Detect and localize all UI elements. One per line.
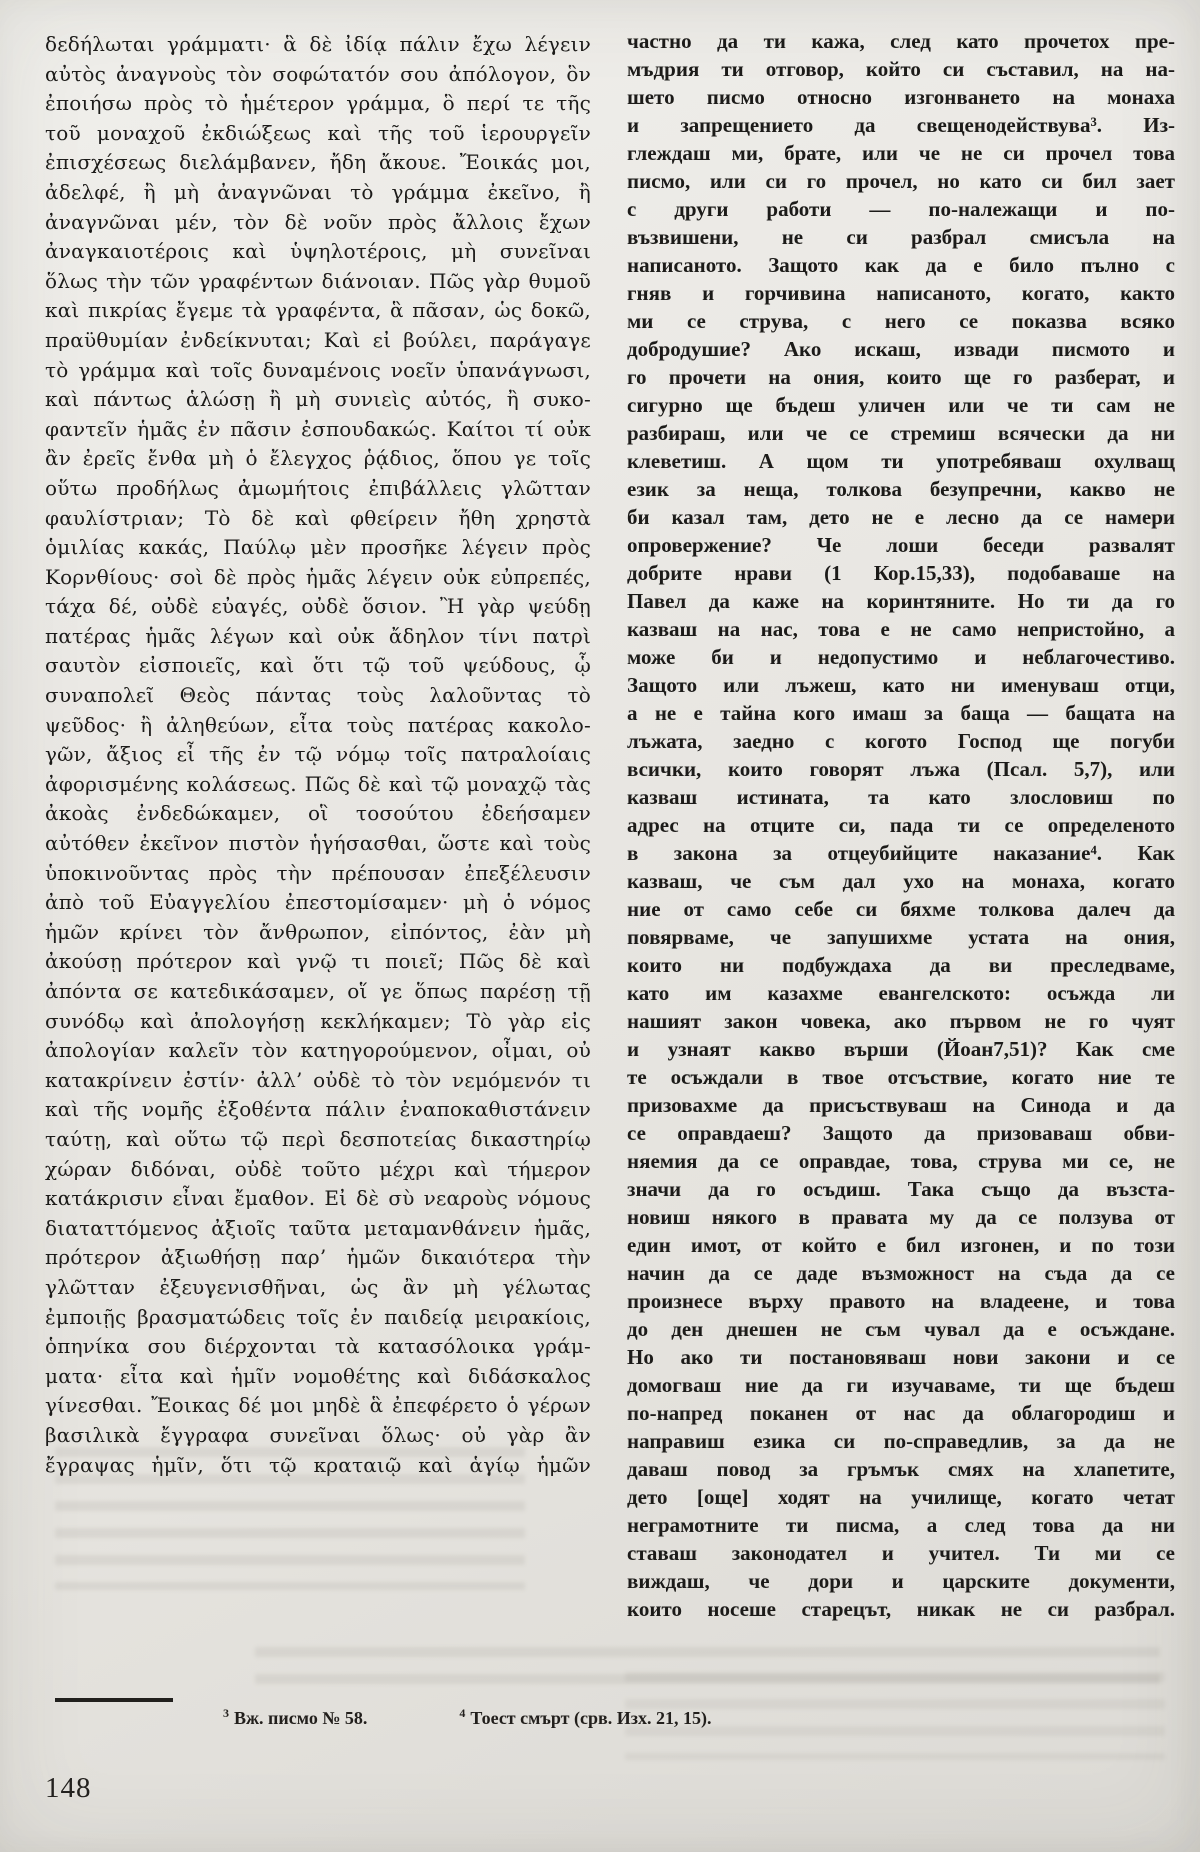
greek-text-line: ματα· εἶτα καὶ ἡμῖν νομοθέτης καὶ διδάσκαλος: [45, 1363, 591, 1388]
greek-text-line: ἀφορισμένης κολάσεως. Πῶς δὲ καὶ τῷ μοναχῷ τὰς: [45, 771, 591, 796]
greek-text-line: φαντεῖν ἡμᾶς ἐν πᾶσιν ἐσπουδακώς. Καίτοι τί οὐκ: [45, 416, 591, 441]
bulgarian-text-line: призовахме да присъствуваш на Синода и да: [627, 1093, 1175, 1117]
footnotes: [45, 1706, 1145, 1729]
bulgarian-text-column: [627, 27, 1175, 1623]
greek-text-line: ἀπόντα σε κατεδικάσαμεν, οἵ γε ὅπως παρέσῃ τῇ: [45, 979, 591, 1003]
greek-text-line: καὶ πικρίας ἔγεμε τὰ γραφέντα, ἃ πᾶσαν, ὡς δοκῶ,: [45, 298, 591, 323]
bulgarian-text-line: написаното. Защото как да е било пълно с: [627, 253, 1175, 277]
bulgarian-text-line: разбираш, или че се стремиш всячески да ни: [627, 421, 1175, 445]
bulgarian-text-line: направиш езика си по-справедлив, за да не: [627, 1429, 1175, 1453]
bulgarian-text-line: и запрещението да свещенодействува³. Из-: [627, 113, 1175, 137]
bulgarian-text-line: те осъждали в твое отсъствие, когато ние те: [627, 1065, 1175, 1089]
greek-text-line: ἂν ἐρεῖς ἔνθα μὴ ὁ ἔλεγχος ῥᾴδιος, ὅπου γε τοῖς: [45, 446, 591, 471]
greek-text-line: ὑποκινοῦντας πρὸς τὴν πρέπουσαν ἐπεξέλευσιν: [45, 860, 591, 885]
greek-text-line: οὕτω προδήλως ἀμωμήτοις ἐπιβάλλεις γλῶτταν: [45, 475, 591, 500]
greek-text-line: καὶ πάντως ἁλώσῃ ἢ μὴ συνιεὶς αὐτός, ἢ συκο-: [45, 387, 591, 412]
greek-text-line: ἐπισχέσεως διελάμβανεν, ἤδη ἄκουε. Ἔοικάς μοι,: [45, 150, 591, 175]
greek-text-line: καὶ τῆς νομῆς ἐξοθέντα πάλιν ἐναποκαθιστάνειν: [45, 1097, 591, 1122]
bulgarian-text-line: значи да го осъдиш. Така също да възста-: [627, 1177, 1175, 1201]
bulgarian-text-line: глеждаш ми, брате, или че не си прочел това: [627, 141, 1175, 165]
greek-text-line: πρότερον ἀξιωθήσῃ παρ’ ἡμῶν δικαιότερα τὴν: [45, 1245, 591, 1270]
bulgarian-text-line: всички, които говорят лъжа (Псал. 5,7), или: [627, 757, 1175, 781]
bulgarian-text-line: се оправдаеш? Защото да призоваваш обви-: [627, 1121, 1175, 1145]
greek-text-line: πατέρας ἡμᾶς λέγων καὶ οὐκ ἄδηλον τίνι πατρὶ: [45, 623, 591, 648]
bulgarian-text-line: даваш повод за гръмък смях на хлапетите,: [627, 1457, 1175, 1481]
greek-text-line: ψεῦδος· ἢ ἀληθεύων, εἶτα τοὺς πατέρας κακολο-: [45, 712, 591, 737]
bulgarian-text-line: възвишени, не си разбрал смисъла на: [627, 225, 1175, 249]
greek-text-line: τὸ γράμμα καὶ τοῖς δυναμένοις νοεῖν ὑπανάγνωσι,: [45, 357, 591, 382]
greek-text-line: ἀπολογίαν καλεῖν τὸν κατηγορούμενον, οἶμαι, οὐ: [45, 1038, 591, 1063]
greek-text-line: ἀκοὰς ἐνδεδώκαμεν, οἳ τοσούτου ἐδεήσαμεν: [45, 801, 591, 826]
bulgarian-text-line: които ни подбуждаха да ви преследваме,: [627, 953, 1175, 977]
bulgarian-text-line: неграмотните ти писма, а след това да ни: [627, 1513, 1175, 1537]
bulgarian-text-line: нашият закон човека, ако първом не го чуят: [627, 1009, 1175, 1033]
greek-text-line: ταύτῃ, καὶ οὕτω τῷ περὶ δεσποτείας δικαστηρίῳ: [45, 1126, 591, 1151]
greek-text-line: ἐποιήσω πρὸς τὸ ἡμέτερον γράμμα, ὃ περί τε τῆς: [45, 91, 591, 116]
greek-text-line: ἀπὸ τοῦ Εὐαγγελίου ἐπεστομίσαμεν· μὴ ὁ νόμος: [45, 890, 591, 915]
greek-text-line: χώραν διδόναι, οὐδὲ τοῦτο μέχρι καὶ τήμερον: [45, 1156, 591, 1181]
greek-text-line: γλῶτταν ἐξευγενισθῆναι, ὡς ἂν μὴ γέλωτας: [45, 1274, 591, 1299]
greek-text-line: γῶν, ἄξιος εἶ τῆς ἐν τῷ νόμῳ τοῖς πατραλοίαις: [45, 742, 591, 767]
greek-text-line: Κορνθίους· σοὶ δὲ πρὸς ἡμᾶς λέγειν οὐκ εὐπρεπές,: [45, 564, 591, 589]
greek-text-line: αὐτὸς ἀναγνοὺς τὸν σοφώτατόν σου ἀπόλογον, ὃν: [45, 61, 591, 86]
bulgarian-text-line: начин да се даде възможност на съда да се: [627, 1261, 1175, 1285]
footnote-text: Тоест смърт (срв. Изх. 21, 15).: [470, 1708, 712, 1728]
greek-text-line: ὅλως τὴν τῶν γραφέντων διάνοιαν. Πῶς γὰρ θυμοῦ: [45, 268, 591, 293]
bulgarian-text-line: в закона за отцеубийците наказание⁴. Как: [627, 841, 1175, 865]
bulgarian-text-line: казваш истината, та като злословиш по: [627, 785, 1175, 809]
bulgarian-text-line: клеветиш. А щом ти употребяваш охулващ: [627, 449, 1175, 473]
page-number: 148: [45, 1772, 92, 1804]
bulgarian-text-line: повярваме, че запушихме устата на ония,: [627, 925, 1175, 949]
bulgarian-text-line: и узнаят какво върши (Йоан7,51)? Как сме: [627, 1037, 1175, 1061]
bulgarian-text-line: шето писмо относно изгонването на монаха: [627, 85, 1175, 109]
bulgarian-text-line: а не е тайна кого имаш за баща — бащата на: [627, 701, 1175, 725]
greek-text-line: διαταττόμενος ἀξιοῖς ταῦτα μεταμανθάνειν ἡμᾶς,: [45, 1215, 591, 1240]
greek-text-line: ἀδελφέ, ἢ μὴ ἀναγνῶναι τὸ γράμμα ἐκεῖνο, ἢ: [45, 179, 591, 204]
bulgarian-text-line: писмо, или си го прочел, но като си бил зает: [627, 169, 1175, 193]
footnote: [223, 1706, 367, 1729]
bulgarian-text-line: адрес на отците си, пада ти се определеното: [627, 813, 1175, 837]
bulgarian-text-line: ние от само себе си бяхме толкова далеч да: [627, 897, 1175, 921]
bulgarian-text-line: с други работи — по-належащи и по-: [627, 197, 1175, 221]
bulgarian-text-line: дето [още] ходят на училище, когато четат: [627, 1485, 1175, 1509]
bulgarian-text-line: няемия да се оправдае, това, струва ми се, не: [627, 1149, 1175, 1173]
greek-text-line: αὐτόθεν ἐκεῖνον πιστὸν ἡγήσασθαι, ὥστε καὶ τοὺς: [45, 831, 591, 856]
greek-text-line: τάχα δέ, οὐδὲ εὐαγές, οὐδὲ ὅσιον. Ἢ γὰρ ψεύδῃ: [45, 594, 591, 619]
greek-text-line: ἀκούσῃ πρότερον καὶ γνῷ τι ποιεῖ; Πῶς δὲ καὶ: [45, 949, 591, 974]
bulgarian-text-line: произнесе върху правото на владеене, и това: [627, 1289, 1175, 1313]
bulgarian-text-line: един имот, от който е бил изгонен, и по този: [627, 1233, 1175, 1257]
bulgarian-text-line: до ден днешен не съм чувал да е осъждане.: [627, 1317, 1175, 1341]
greek-text-line: ἀναγνῶναι μέν, τὸν δὲ νοῦν πρὸς ἄλλοις ἔχων: [45, 209, 591, 234]
bulgarian-text-line: новиш някого в правата му да се ползува от: [627, 1205, 1175, 1229]
bulgarian-text-line: го прочети на ония, които ще го разберат, и: [627, 365, 1175, 389]
greek-text-line: ἡμῶν κρίνει τὸν ἄνθρωπον, εἰπόντος, ἐὰν μὴ: [45, 919, 591, 944]
bulgarian-text-line: казваш на нас, това е не само непристойно, а: [627, 617, 1175, 641]
bulgarian-text-line: Защото или лъжеш, като ни именуваш отци,: [627, 673, 1175, 697]
greek-text-line: ἀναγκαιοτέροις καὶ ὑψηλοτέροις, μὴ συνεῖναι: [45, 239, 591, 264]
greek-text-line: ὁμιλίας κακάς, Παύλῳ μὲν προσῆκε λέγειν πρὸς: [45, 535, 591, 560]
bulgarian-text-line: като им казахме евангелското: осъжда ли: [627, 981, 1175, 1005]
greek-text-line: δεδήλωται γράμματι· ἃ δὲ ἰδίᾳ πάλιν ἔχω λέγειν: [45, 32, 591, 56]
bulgarian-text-line: които носеше старецът, никак не си разбрал.: [627, 1597, 1175, 1621]
greek-text-line: συνόδῳ καὶ ἀπολογήσῃ κεκλήκαμεν; Τὸ γὰρ εἰς: [45, 1008, 591, 1033]
greek-text-line: φαυλίστριαν; Τὸ δὲ καὶ φθείρειν ἤθη χρηστὰ: [45, 505, 591, 530]
greek-text-line: τοῦ μοναχοῦ ἐκδιώξεως καὶ τῆς τοῦ ἱερουργεῖν: [45, 120, 591, 145]
greek-text-line: πραϋθυμίαν ἐνδείκνυται; Καὶ εἰ βούλει, παράγαγε: [45, 327, 591, 352]
bulgarian-text-line: Павел да каже на коринтяните. Но ти да го: [627, 589, 1175, 613]
bulgarian-text-line: по-напред поканен от нас да облагородиш и: [627, 1401, 1175, 1425]
bulgarian-text-line: би казал там, дето не е лесно да се намери: [627, 505, 1175, 529]
greek-text-line: κατάκρισιν εἶναι ἔμαθον. Εἰ δὲ σὺ νεαροὺς νόμους: [45, 1186, 591, 1211]
bleed-through-texture: [255, 1640, 1160, 1695]
greek-text-line: γίνεσθαι. Ἔοικας δέ μοι μηδὲ ἃ ἐπεφέρετο ὁ γέρων: [45, 1393, 591, 1418]
bulgarian-text-line: лъжата, заедно с когото Господ ще погуби: [627, 729, 1175, 753]
footnote-text: Вж. писмо № 58.: [234, 1708, 368, 1728]
greek-text-line: κατακρίνειν ἐστίν· ἀλλ’ οὐδὲ τὸ τὸν νεμόμενόν τι: [45, 1067, 591, 1092]
bulgarian-text-line: гняв и горчивина написаното, когато, както: [627, 281, 1175, 305]
bulgarian-text-line: опровержение? Че лоши беседи развалят: [627, 533, 1175, 557]
bulgarian-text-line: може би и недопустимо и неблагочестиво.: [627, 645, 1175, 669]
bulgarian-text-line: ставаш законодател и учител. Ти ми се: [627, 1541, 1175, 1565]
greek-text-line: ὁπηνίκα σου διέρχονται τὰ κατασόλοικα γράμ-: [45, 1334, 591, 1359]
bulgarian-text-line: добродушие? Ако искаш, извади писмото и: [627, 337, 1175, 361]
greek-text-line: ἐμποιῇς βρασματώδεις τοῖς ἐν παιδείᾳ μειρακίοις,: [45, 1304, 591, 1329]
greek-text-line: βασιλικὰ ἔγγραφα συνεῖναι ὅλως· οὐ γὰρ ἂν: [45, 1422, 591, 1447]
bulgarian-text-line: казваш, че съм дал ухо на монаха, когато: [627, 869, 1175, 893]
greek-text-line: ἔγραψας ἡμῖν, ὅτι τῷ κραταιῷ καὶ ἁγίῳ ἡμῶν: [45, 1452, 591, 1477]
greek-text-line: σαυτὸν εἰσποιεῖς, καὶ ὅτι τῷ τοῦ ψεύδους, ᾧ: [45, 653, 591, 678]
bulgarian-text-line: сигурно ще бъдеш уличен или че ти сам не: [627, 393, 1175, 417]
greek-text-line: συναπολεῖ Θεὸς πάντας τοὺς λαλοῦντας τὸ: [45, 683, 591, 708]
bulgarian-text-line: виждаш, че дори и царските документи,: [627, 1569, 1175, 1593]
bulgarian-text-line: Но ако ти постановяваш нови закони и се: [627, 1345, 1175, 1369]
bulgarian-text-line: домогваш ние да ги изучаваме, ти ще бъдеш: [627, 1373, 1175, 1397]
greek-text-column: [45, 30, 591, 1480]
bulgarian-text-line: ми се струва, с него се показва всяко: [627, 309, 1175, 333]
bulgarian-text-line: добрите нрави (1 Кор.15,33), подобаваше на: [627, 561, 1175, 585]
bulgarian-text-line: частно да ти кажа, след като прочетох пре-: [627, 29, 1175, 53]
footnote-marker: 3: [223, 1706, 229, 1720]
footnote: [459, 1706, 711, 1729]
bulgarian-text-line: език за неща, толкова безупречни, какво не: [627, 477, 1175, 501]
footnote-marker: 4: [459, 1706, 466, 1720]
bulgarian-text-line: мъдрия ти отговор, който си съставил, на на-: [627, 57, 1175, 81]
footnote-divider: [55, 1698, 173, 1702]
